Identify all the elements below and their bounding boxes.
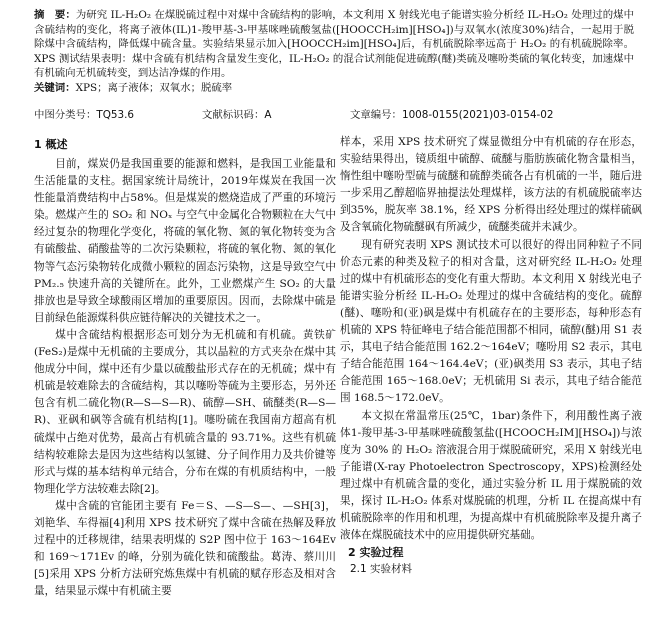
document-code: 文献标识码：A	[202, 109, 272, 121]
clc-number: 中图分类号：TQ53.6	[34, 109, 135, 121]
abstract-paragraph	[34, 8, 634, 81]
keywords-text: XPS；离子液体；双氧水；脱硫率	[75, 81, 233, 94]
section-2-title: 2 实验过程	[348, 546, 404, 560]
body-paragraph: 本文拟在常温常压(25℃，1bar)条件下，利用酸性离子液体1-羧甲基-3-甲基咪唑硫酸氢盐([HCOOCH₂IM][HSO₄])与浓度为 30% 的 H₂O₂ 溶液混合用于煤脱硫研究，采用 X 射线光电子能谱(X-ray Photoelectron Spectroscopy，XPS)检测经处理过煤中有机硫含量的变化，通过实验分析 IL 用于煤脱硫的效果，探讨 IL-H₂O₂ 体系对煤脱硫的机理，分析 IL 在提高煤中有机硫脱除率的作用和机理，为提高煤中有机硫脱除率及提升离子液体在煤脱硫技术中的应用提供研究基础。	[340, 409, 642, 542]
body-paragraph: 目前，煤炭仍是我国重要的能源和燃料，是我国工业能量和生活能量的支柱。据国家统计局统计，2019年煤炭在我国一次性能量消费结构中占58%。但是煤炭的燃烧造成了严重的环境污染。燃煤产生的 SO₂ 和 NOₓ 与空气中金属化合物颗粒在大气中经过复杂的物理化学变化，将硫的氧化物、氮的氧化物转变为含有硫酸盐、硝酸盐等的二次污染颗粒，将硫的氧化物、氮的氧化物等气态污染物转化成微小颗粒的固态污染物，这是导致空气中 PM₂.₅ 快速升高的关键所在。此外，工业燃煤产生 SO₂ 的大量排放也是导致全球酸雨区增加的重要原因。因而，去除煤中硫是目前绿色能源煤科供应链待解决的关键技术之一。	[34, 158, 336, 324]
body-paragraph: 现有研究表明 XPS 测试技术可以很好的得出同种粒子不同价态元素的种类及粒子的相对含量，这对研究经 IL-H₂O₂ 处理过的煤中有机硫形态的变化有重大帮助。本文利用 X 射线光电子能谱实验分析经 IL-H₂O₂ 处理过的煤中含硫结构的变化。硫醇(醚)、噻吩和(亚)砜是煤中有机硫存在的主要形态，每种形态有机硫的 XPS 特征峰电子结合能范围都不相同，硫醇(醚)用 S1 表示，其电子结合能范围 162.2～164eV；噻吩用 S2 表示，其电子结合能范围 164～164.4eV；(亚)砜类用 S3 表示，其电子结合能范围 165～168.0eV；无机硫用 Si 表示，其电子结合能范围 168.5～172.0eV。	[340, 238, 642, 405]
subsection-2-1-title: 2.1 实验材料	[350, 563, 413, 576]
body-paragraph: 样本，采用 XPS 技术研究了煤显微组分中有机硫的存在形态，实验结果得出，镜质组中硫醇、硫醚与脂肪族硫化物含量相当，惰性组中噻吩型硫与硫醚和硫醇类硫各占有机硫的一半，随后进一步采用乙醇超临界抽提法处理煤样，该方法的有机硫脱硫率达到35%，脱灰率 38.1%，经 XPS 分析得出经处理过的煤样硫砜及含氧硫化物硫醚砜有所减少，硫醚类硫并未减少。	[340, 136, 642, 234]
body-paragraph: 煤中含硫的官能团主要有 Fe＝S、—S—S—、—SH[3]，刘艳华、车得福[4]利用 XPS 技术研究了煤中含硫在热解及释放过程中的迁移规律，结果表明煤的 S2P 图中位于 163～164Ev 和 169～171Ev 的峰，分别为硫化铁和硫酸盐。葛涛、蔡川川[5]采用 XPS 分析方法研究炼焦煤中有机硫的赋存形态及相对含量，结果显示煤中有机硫主要	[34, 499, 336, 598]
abstract-label: 摘 要：	[34, 9, 76, 21]
left-column	[34, 134, 336, 600]
keywords-paragraph	[34, 81, 634, 96]
right-column	[340, 134, 642, 578]
article-number: 文章编号：1008-0155(2021)03-0154-02	[350, 109, 554, 121]
keywords-label: 关键词：	[34, 81, 76, 94]
body-paragraph: 煤中含硫结构根据形态可划分为无机硫和有机硫。黄铁矿(FeS₂)是煤中无机硫的主要成分，其以晶粒的方式夹杂在煤中其他成分中间，煤中还有少量以硫酸盐形式存在的无机硫；煤中有机硫是较难除去的含硫结构，其以噻吩等硫为主要形态，另外还包含有机二硫化物(R—S—S—R)、硫醇—SH、硫醚类(R—S—R)、亚砜和砜等含硫有机结构[1]。噻吩硫在我国南方超高有机硫煤中占绝对优势，最高占有机硫含量的 93.71%。这些有机硫结构较难除去是因为这些结构以氢键、分子间作用力及共价键等形式与煤的基本结构单元结合，分布在煤的有机质结构中，一般物理化学方法较难去除[2]。	[34, 328, 336, 495]
abstract-text: 为研究 IL-H₂O₂ 在煤脱硫过程中对煤中含硫结构的影响，本文利用 X 射线光电子能谱实验分析经 IL-H₂O₂ 处理过的煤中含硫结构的变化，将离子液体(IL)1-羧甲基-3-甲基咪唑硫酸氢盐([HOOCCH₂im][HSO₄])与双氧水(浓度30%)结合，一起用于脱除煤中含硫结构，降低煤中硫含量。实验结果显示加入[HOOCCH₂im][HSO₄]后，有机硫脱除率远高于 H₂O₂ 的有机硫脱除率。XPS 测试结果表明：煤中含硫有机结构含量发生变化，IL-H₂O₂ 的混合试剂能促进硫醇(醚)类硫及噻吩类硫的氧化转变，加速煤中有机硫向无机硫转变，到达洁净煤的作用。	[34, 9, 635, 80]
section-1-title: 1 概述	[34, 138, 68, 151]
abstract-block	[34, 8, 634, 96]
